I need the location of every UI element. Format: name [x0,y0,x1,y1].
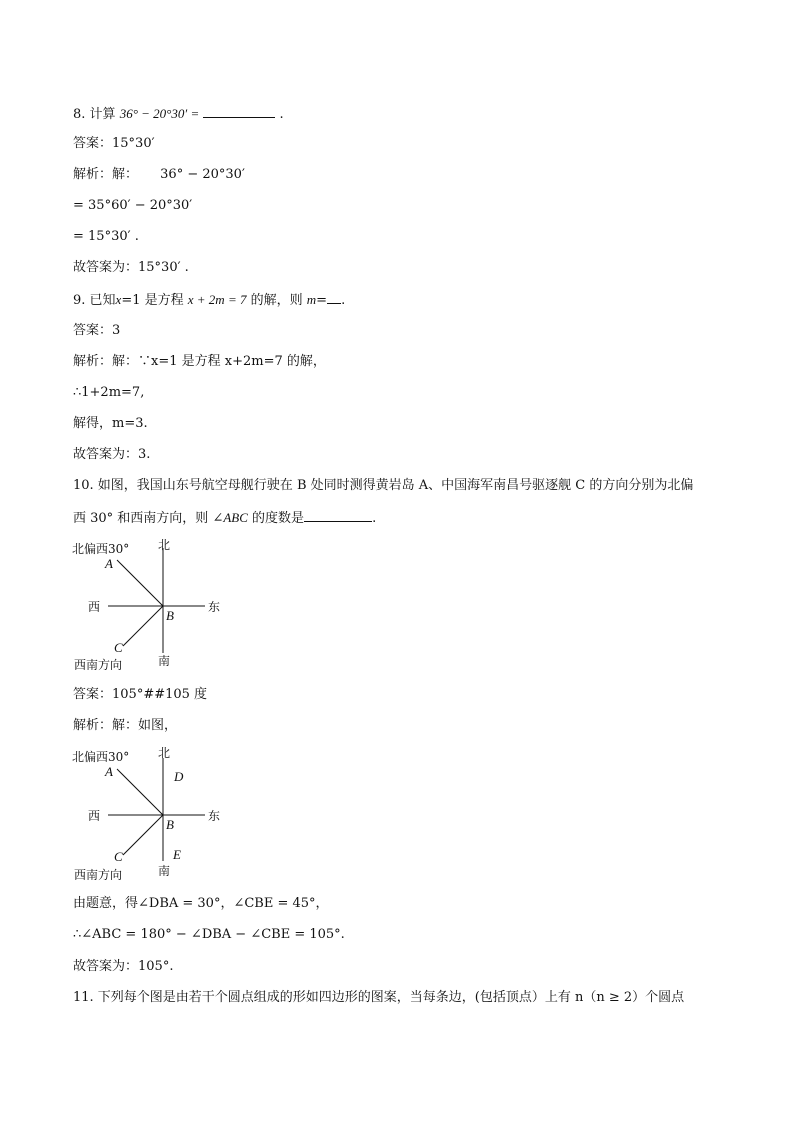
q9-analysis: 解析：解：∵x=1 是方程 x+2m=7 的解， [73,354,326,369]
label-a: A [105,556,113,571]
label-east-2: 东 [208,809,221,823]
q8-step2: = 15°30′ . [73,229,139,244]
q9-answer [73,322,120,340]
q10-answer-label: 答案： [73,687,113,702]
q8-suffix: . [279,107,284,122]
q10-answer-blank[interactable] [304,509,372,522]
q8-prefix: 8. 计算 [73,107,116,122]
label-south-2: 南 [158,864,171,878]
q8-analysis [73,166,245,184]
q9-t5: . [341,293,346,308]
q8-step1: = 35°60′ − 20°30′ [73,198,193,213]
q8-answer-label: 答案： [73,136,113,151]
q9-step2: 解得，m=3. [73,416,148,431]
label-west: 西 [88,600,101,614]
ray-bc [123,606,163,646]
q9-question [73,291,345,310]
ray-bc-2 [123,815,163,855]
q10-question-line1: 10. 如图，我国山东号航空母舰行驶在 B 处同时测得黄岩岛 A、中国海军南昌号驱逐舰 C 的方向分别为北偏 [73,478,694,493]
label-e: E [173,847,181,862]
label-north: 北 [158,538,171,552]
label-c-2: C [114,849,123,864]
q9-t3: 的解，则 [250,293,303,308]
q8-answer [73,135,155,153]
q10-figure-1 [70,535,240,679]
q9-equation: x + 2m = 7 [187,292,247,307]
label-east: 东 [208,600,221,614]
q10-line2b: 的度数是 [252,511,305,526]
q10-line2c: . [372,511,377,526]
label-d: D [174,769,184,784]
label-sw: 西南方向 [74,658,123,672]
q10-figure-2 [70,743,240,887]
q9-step1: ∴1+2m=7, [73,385,145,400]
q9-t2: =1 是方程 [121,293,184,308]
label-south: 南 [158,654,171,668]
q10-step1: 由题意，得∠DBA = 30°，∠CBE = 45°， [73,896,329,911]
q8-answer-blank[interactable] [203,105,275,118]
q9-m: m [306,292,317,307]
q8-answer-value: 15°30′ [112,136,155,151]
q8-final-label: 故答案为： [73,260,139,275]
label-c: C [114,640,123,655]
label-a-2: A [105,764,113,779]
label-north-2: 北 [158,746,171,760]
q9-answer-label: 答案： [73,323,113,338]
ray-ba-2 [117,769,163,815]
q9-final: 故答案为：3. [73,447,151,462]
q8-analysis-label: 解析：解： [73,167,139,182]
q10-final: 故答案为：105°. [73,959,174,974]
label-nw30: 北偏西30° [72,542,130,556]
q11-question-line1: 11. 下列每个图是由若干个圆点组成的形如四边形的图案，当每条边，(包括顶点）上有 n（n ≥ 2）个圆点 [73,990,685,1005]
q10-line2a: 西 30° 和西南方向，则 [73,511,209,526]
q9-x: x [115,292,122,307]
label-b-2: B [166,817,174,832]
q8-analysis-expr: 36° − 20°30′ [160,167,245,182]
q10-answer [73,686,207,704]
q10-question-line2 [73,509,376,528]
q9-answer-value: 3 [112,323,121,338]
q9-t1: 9. 已知 [73,293,116,308]
q8-final-value: 15°30′ . [138,260,189,275]
q10-angle: ∠ABC [212,510,248,525]
label-sw-2: 西南方向 [74,868,123,882]
label-west-2: 西 [88,809,101,823]
q8-question [73,105,284,124]
ray-ba [117,560,163,606]
q9-t4: = [316,293,328,308]
q8-final [73,259,189,277]
q10-answer-value: 105°##105 度 [112,687,208,702]
q10-step2: ∴∠ABC = 180° − ∠DBA − ∠CBE = 105°. [73,927,345,942]
label-nw30-2: 北偏西30° [72,750,130,764]
label-b: B [166,608,174,623]
q9-answer-blank[interactable] [327,291,341,304]
q10-analysis: 解析：解：如图， [73,718,178,733]
q8-expr: 36° − 20°30′ = [119,106,200,121]
